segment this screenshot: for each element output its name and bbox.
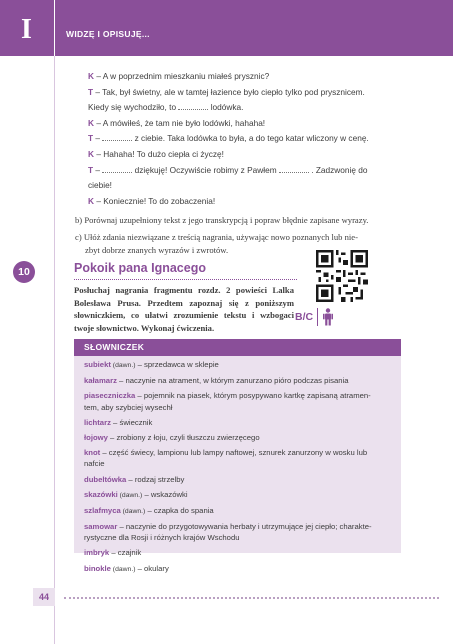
dialog-text-part: – A mówiłeś, że tam nie było lodówki, hahaha! bbox=[96, 117, 266, 128]
gap-blank[interactable] bbox=[178, 109, 208, 110]
dialog-line bbox=[88, 69, 438, 85]
exercise-title-rule bbox=[74, 279, 297, 280]
qr-code-icon[interactable] bbox=[316, 250, 368, 302]
exercise-number: 10 bbox=[13, 261, 35, 283]
vocabulary-definition: – naczynie na atrament, w którym zanurzano pióro podczas pisania bbox=[116, 376, 349, 386]
dialog-line bbox=[88, 163, 438, 179]
vocabulary-term: kałamarz bbox=[84, 376, 117, 386]
dialog-text-part: – Koniecznie! To do zobaczenia! bbox=[96, 195, 216, 206]
vocabulary-term: łojowy bbox=[84, 432, 108, 442]
dialog-text-part: – Hahaha! To dużo ciepła ci życzę! bbox=[96, 148, 224, 159]
vocabulary-note: (dawn.) bbox=[110, 362, 136, 369]
vocabulary-term: binokle bbox=[84, 563, 111, 573]
vocabulary-definition: – sprzedawca w sklepie bbox=[135, 360, 219, 369]
dialog-line bbox=[88, 116, 438, 132]
vocabulary-item bbox=[84, 447, 391, 470]
exercise-title: Pokoik pana Ignacego bbox=[74, 261, 206, 275]
vocabulary-definition: – rodzaj strzelby bbox=[126, 474, 185, 484]
vocabulary-definition: – naczynie do przygotowywania herbaty i utrzymujące jej ciepło; charakte- bbox=[117, 521, 372, 531]
task-line bbox=[75, 231, 440, 244]
vocabulary-term: lichtarz bbox=[84, 417, 111, 427]
section-title: WIDZĘ I OPISUJĘ... bbox=[66, 29, 150, 39]
header-bar bbox=[0, 0, 453, 56]
dialog-line bbox=[88, 147, 438, 163]
vocabulary-list bbox=[74, 356, 401, 575]
dialog-text-part: dziękuję! Oczywiście robimy z Pawłem bbox=[132, 164, 279, 175]
vocabulary-item bbox=[84, 489, 391, 502]
side-line bbox=[54, 56, 55, 644]
speaker-label: T bbox=[88, 164, 96, 175]
dialog-text-part: – bbox=[95, 164, 103, 175]
vocabulary-note: (dawn.) bbox=[117, 491, 143, 499]
vocabulary-definition: – zrobiony z łoju, czyli tłuszczu zwierzęcego bbox=[107, 432, 260, 442]
task-line bbox=[75, 214, 440, 227]
exercise-instructions: Posłuchaj nagrania fragmentu rozdz. 2 powieści Lalka Bolesława Prusa. Przedtem zapoznaj się z poniższym słowniczkiem, co ułatwi zrozumienie tekstu i wzbogaci twoje słownictwo. Wykonaj ćwiczenia. bbox=[74, 285, 294, 333]
vocabulary-term: szlafmyca bbox=[84, 505, 121, 515]
dialog-text-part: – A w poprzednim mieszkaniu miałeś prysznic? bbox=[96, 71, 270, 81]
vocabulary-term: subiekt bbox=[84, 360, 111, 369]
vocabulary-term: imbryk bbox=[84, 548, 110, 558]
vocabulary-item bbox=[84, 417, 391, 429]
vocabulary-item bbox=[84, 505, 391, 518]
dialog-text bbox=[88, 69, 438, 209]
vocabulary-term: samowar bbox=[84, 521, 118, 531]
vocabulary-definition: – świecznik bbox=[110, 417, 153, 427]
level-label: B/C bbox=[295, 311, 314, 323]
dialog-text-part: – Tak, był świetny, ale w tamtej łazience było ciepło tylko pod prysznicem. bbox=[95, 86, 365, 97]
task-text: Ułóż zdania niezwiązane z treścią nagrania, używając nowo poznanych lub nie- bbox=[83, 232, 358, 242]
gap-blank[interactable] bbox=[102, 172, 132, 173]
vocabulary-item bbox=[84, 521, 391, 544]
dialog-line bbox=[88, 85, 438, 101]
vocabulary-term: knot bbox=[84, 447, 101, 457]
chapter-number: I bbox=[21, 14, 32, 45]
task-text: zbyt dobrze znanych wyrazów i zwrotów. bbox=[85, 244, 229, 255]
speaker-label: K bbox=[88, 117, 97, 128]
dialog-text-part: – bbox=[95, 133, 103, 144]
dialog-text-part: Kiedy się wychodziło, to bbox=[88, 102, 179, 113]
vocabulary-definition-cont: rystyczne dla Rosji i różnych krajów Wschodu bbox=[84, 533, 240, 543]
header-divider bbox=[54, 0, 55, 56]
vocabulary-item bbox=[84, 474, 391, 486]
page-number: 44 bbox=[33, 588, 55, 606]
vocabulary-header: SŁOWNICZEK bbox=[74, 339, 401, 356]
vocabulary-item bbox=[84, 390, 391, 413]
vocabulary-item bbox=[84, 563, 391, 576]
vocabulary-definition: – czapka do spania bbox=[145, 505, 214, 515]
vocabulary-definition: – pojemnik na piasek, którym posypywano kartkę zapisaną atramen- bbox=[135, 391, 371, 401]
task-letter: c) bbox=[75, 232, 84, 242]
dialog-text-part: lodówka. bbox=[208, 102, 244, 113]
vocabulary-definition-cont: tem, aby szybciej wysechł bbox=[84, 402, 173, 412]
speaker-label: T bbox=[88, 133, 96, 144]
dialog-text-part: . Zadzwonię do bbox=[308, 164, 368, 175]
vocabulary-term: dubeltówka bbox=[84, 474, 127, 484]
vocabulary-term: skazówki bbox=[84, 489, 118, 499]
task-b bbox=[75, 214, 440, 227]
vocabulary-note: (dawn.) bbox=[120, 507, 146, 515]
dialog-line bbox=[88, 131, 438, 147]
speaker-label: K bbox=[88, 71, 97, 81]
vocabulary-item bbox=[84, 547, 391, 559]
vocabulary-note: (dawn.) bbox=[110, 565, 136, 573]
level-indicator bbox=[295, 304, 347, 330]
vocabulary-item bbox=[84, 375, 391, 387]
speaker-label: T bbox=[88, 86, 96, 97]
task-line bbox=[75, 244, 440, 257]
dialog-line bbox=[88, 178, 438, 194]
task-letter: b) bbox=[75, 215, 85, 225]
level-separator bbox=[317, 308, 318, 326]
gap-blank[interactable] bbox=[102, 140, 132, 141]
dialog-line bbox=[88, 194, 438, 210]
person-icon bbox=[322, 308, 334, 326]
speaker-label: K bbox=[88, 148, 97, 159]
vocabulary-item bbox=[84, 359, 391, 372]
vocabulary-definition: – czajnik bbox=[109, 548, 142, 558]
footer-rule bbox=[64, 597, 439, 599]
vocabulary-item bbox=[84, 432, 391, 444]
vocabulary-definition: – wskazówki bbox=[142, 489, 188, 499]
speaker-label: K bbox=[88, 195, 97, 206]
vocabulary-definition-cont: nafcie bbox=[84, 459, 105, 469]
gap-blank[interactable] bbox=[279, 172, 309, 173]
dialog-text-part: z ciebie. Taka lodówka to była, a do tego katar wliczony w cenę. bbox=[132, 133, 369, 144]
vocabulary-box bbox=[74, 339, 401, 573]
dialog-text-part: ciebie! bbox=[88, 180, 112, 191]
vocabulary-definition: – okulary bbox=[135, 563, 169, 573]
vocabulary-term: piaseczniczka bbox=[84, 391, 136, 401]
task-text: Porównaj uzupełniony tekst z jego transkrypcją i popraw błędnie zapisane wyrazy. bbox=[84, 215, 369, 225]
vocabulary-definition: – część świecy, lampionu lub lampy naftowej, sznurek zanurzony w wosku lub bbox=[100, 447, 368, 457]
task-c bbox=[75, 231, 440, 256]
dialog-line bbox=[88, 100, 438, 116]
